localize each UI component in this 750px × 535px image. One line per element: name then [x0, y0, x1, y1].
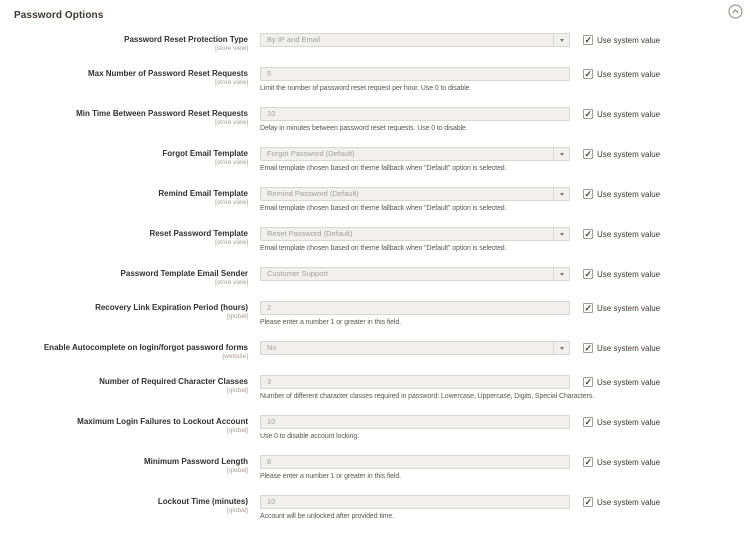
select-value: By IP and Email — [267, 35, 321, 44]
field-label-cell — [0, 455, 252, 475]
minimum-password-length-input[interactable] — [261, 456, 551, 468]
use-system-value-checkbox[interactable] — [583, 229, 593, 239]
collapse-section-button[interactable] — [728, 4, 743, 19]
field-note: Use 0 to disable account locking. — [260, 433, 360, 441]
field-label-cell — [0, 187, 252, 207]
chevron-down-icon — [553, 228, 569, 240]
recovery-link-expiration-period-hours-input[interactable] — [261, 302, 551, 314]
min-time-between-password-reset-requests-input[interactable] — [261, 108, 551, 120]
field-control-cell — [260, 187, 570, 213]
remind-email-template-select[interactable] — [260, 187, 570, 201]
field-label-cell — [0, 33, 252, 53]
use-system-value-cell — [583, 67, 660, 79]
use-system-value-checkbox[interactable] — [583, 377, 593, 387]
field-scope-label: [website] — [222, 352, 248, 360]
use-system-value-cell — [583, 107, 660, 119]
use-system-value-checkbox[interactable] — [583, 109, 593, 119]
field-scope-label: [global] — [227, 386, 248, 394]
settings-row — [0, 415, 750, 441]
field-note: Email template chosen based on theme fallback when "Default" option is selected. — [260, 165, 507, 173]
field-label: Max Number of Password Reset Requests — [87, 69, 248, 79]
use-system-value-label[interactable]: Use system value — [597, 303, 661, 313]
field-scope-label: [store view] — [215, 44, 248, 52]
field-control-cell — [260, 341, 570, 355]
use-system-value-cell — [583, 455, 660, 467]
use-system-value-label[interactable]: Use system value — [597, 417, 661, 427]
field-note: Email template chosen based on theme fallback when "Default" option is selected. — [260, 245, 507, 253]
field-label: Minimum Password Length — [143, 457, 248, 467]
field-note: Number of different character classes required in password: Lowercase, Uppercase, Digits, Special Characters. — [260, 393, 595, 401]
field-scope-label: [store view] — [215, 158, 248, 166]
number-of-required-character-classes-input[interactable] — [261, 376, 551, 388]
use-system-value-label[interactable]: Use system value — [597, 377, 661, 387]
field-control-cell — [260, 415, 570, 441]
use-system-value-cell — [583, 375, 660, 387]
field-control-cell — [260, 227, 570, 253]
field-label-cell — [0, 267, 252, 287]
field-label-cell — [0, 341, 252, 361]
settings-row — [0, 301, 750, 327]
use-system-value-checkbox[interactable] — [583, 69, 593, 79]
field-label: Min Time Between Password Reset Requests — [76, 109, 248, 119]
field-label: Maximum Login Failures to Lockout Account — [77, 417, 248, 427]
use-system-value-checkbox[interactable] — [583, 189, 593, 199]
use-system-value-cell — [583, 495, 660, 507]
use-system-value-label[interactable]: Use system value — [597, 35, 661, 45]
field-note: Delay in minutes between password reset requests. Use 0 to disable. — [260, 125, 468, 133]
field-label-cell — [0, 301, 252, 321]
chevron-down-icon — [553, 34, 569, 46]
use-system-value-cell — [583, 341, 660, 353]
field-input-box — [260, 67, 570, 81]
field-label-cell — [0, 495, 252, 515]
chevron-down-icon — [553, 148, 569, 160]
field-scope-label: [global] — [227, 426, 248, 434]
field-label: Remind Email Template — [158, 189, 248, 199]
chevron-down-icon — [553, 268, 569, 280]
section-header — [14, 5, 103, 23]
field-control-cell — [260, 107, 570, 133]
field-label: Password Reset Protection Type — [124, 35, 248, 44]
field-scope-label: [global] — [227, 506, 248, 514]
use-system-value-label[interactable]: Use system value — [597, 497, 661, 507]
field-control-cell — [260, 495, 570, 521]
field-scope-label: [store view] — [215, 198, 248, 206]
chevron-up-circle-icon — [728, 7, 743, 22]
field-label: Recovery Link Expiration Period (hours) — [95, 303, 248, 313]
use-system-value-checkbox[interactable] — [583, 343, 593, 353]
password-template-email-sender-select[interactable] — [260, 267, 570, 281]
select-value: Remind Password (Default) — [267, 189, 359, 199]
use-system-value-label[interactable]: Use system value — [597, 343, 661, 353]
settings-row — [0, 187, 750, 213]
select-value: Customer Support — [267, 269, 328, 279]
select-value: Reset Password (Default) — [267, 229, 353, 239]
use-system-value-cell — [583, 267, 660, 279]
use-system-value-checkbox[interactable] — [583, 303, 593, 313]
field-label: Password Template Email Sender — [120, 269, 248, 279]
use-system-value-cell — [583, 227, 660, 239]
field-note: Email template chosen based on theme fallback when "Default" option is selected. — [260, 205, 507, 213]
use-system-value-label[interactable]: Use system value — [597, 229, 661, 239]
use-system-value-checkbox[interactable] — [583, 417, 593, 427]
use-system-value-cell — [583, 415, 660, 427]
field-scope-label: [global] — [227, 312, 248, 320]
maximum-login-failures-to-lockout-account-input[interactable] — [261, 416, 551, 428]
use-system-value-checkbox[interactable] — [583, 35, 593, 45]
field-control-cell — [260, 267, 570, 281]
forgot-email-template-select[interactable] — [260, 147, 570, 161]
field-input-box — [260, 375, 570, 389]
field-label: Forgot Email Template — [162, 149, 248, 159]
field-control-cell — [260, 147, 570, 173]
field-input-box — [260, 301, 570, 315]
field-label-cell — [0, 375, 252, 395]
field-scope-label: [store view] — [215, 118, 248, 126]
field-control-cell — [260, 67, 570, 93]
field-input-box — [260, 495, 570, 509]
settings-row — [0, 341, 750, 361]
max-number-of-password-reset-requests-input[interactable] — [261, 68, 551, 80]
settings-row — [0, 455, 750, 481]
settings-row — [0, 495, 750, 521]
field-label: Reset Password Template — [149, 229, 248, 239]
use-system-value-cell — [583, 147, 660, 159]
settings-row — [0, 107, 750, 133]
use-system-value-cell — [583, 33, 660, 45]
field-control-cell — [260, 375, 595, 401]
chevron-down-icon — [553, 342, 569, 354]
field-input-box — [260, 107, 570, 121]
settings-row — [0, 375, 750, 401]
field-scope-label: [global] — [227, 466, 248, 474]
chevron-down-icon — [553, 188, 569, 200]
field-input-box — [260, 415, 570, 429]
use-system-value-label[interactable]: Use system value — [597, 109, 661, 119]
settings-row — [0, 227, 750, 253]
lockout-time-minutes-input[interactable] — [261, 496, 551, 508]
field-label-cell — [0, 147, 252, 167]
settings-rows — [0, 33, 750, 535]
field-note: Account will be unlocked after provided time. — [260, 513, 395, 521]
use-system-value-checkbox[interactable] — [583, 149, 593, 159]
use-system-value-checkbox[interactable] — [583, 269, 593, 279]
use-system-value-label[interactable]: Use system value — [597, 269, 661, 279]
use-system-value-label[interactable]: Use system value — [597, 69, 661, 79]
use-system-value-checkbox[interactable] — [583, 457, 593, 467]
settings-row — [0, 267, 750, 287]
field-control-cell — [260, 33, 570, 47]
password-reset-protection-type-select[interactable] — [260, 33, 570, 47]
field-label-cell — [0, 107, 252, 127]
use-system-value-label[interactable]: Use system value — [597, 189, 661, 199]
field-note: Limit the number of password reset request per hour. Use 0 to disable. — [260, 85, 472, 93]
field-label-cell — [0, 67, 252, 87]
settings-row — [0, 33, 750, 53]
field-scope-label: [store view] — [215, 278, 248, 286]
field-control-cell — [260, 455, 570, 481]
reset-password-template-select[interactable] — [260, 227, 570, 241]
select-value: Forgot Password (Default) — [267, 149, 355, 159]
field-label: Enable Autocomplete on login/forgot password forms — [43, 343, 248, 353]
use-system-value-checkbox[interactable] — [583, 497, 593, 507]
field-note: Please enter a number 1 or greater in this field. — [260, 473, 402, 481]
use-system-value-label[interactable]: Use system value — [597, 149, 661, 159]
enable-autocomplete-on-login-forgot-password-forms-select[interactable] — [260, 341, 570, 355]
field-label: Lockout Time (minutes) — [157, 497, 248, 507]
field-control-cell — [260, 301, 570, 327]
field-scope-label: [store view] — [215, 238, 248, 246]
use-system-value-cell — [583, 187, 660, 199]
field-note: Please enter a number 1 or greater in this field. — [260, 319, 402, 327]
use-system-value-cell — [583, 301, 660, 313]
field-label-cell — [0, 227, 252, 247]
field-label: Number of Required Character Classes — [99, 377, 248, 387]
select-value: No — [267, 343, 277, 353]
settings-row — [0, 67, 750, 93]
field-scope-label: [store view] — [215, 78, 248, 86]
section-title[interactable]: Password Options — [14, 10, 104, 21]
settings-row — [0, 147, 750, 173]
field-label-cell — [0, 415, 252, 435]
use-system-value-label[interactable]: Use system value — [597, 457, 661, 467]
field-input-box — [260, 455, 570, 469]
